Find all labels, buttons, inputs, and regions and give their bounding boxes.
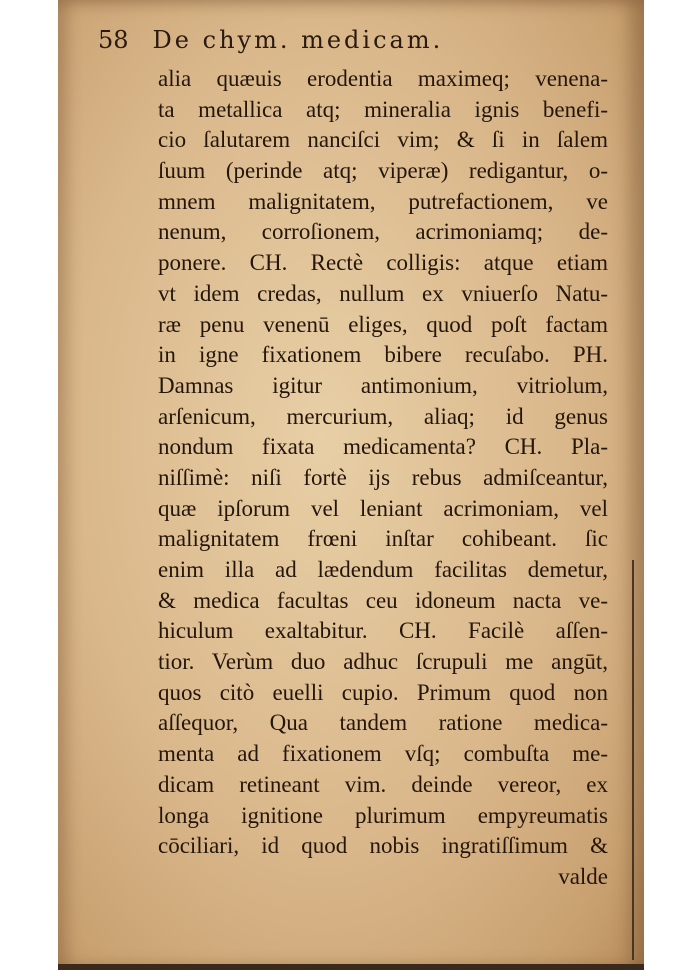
text-line: niſſimè: niſi fortè ijs rebus admiſceantur, xyxy=(158,464,608,490)
body-text xyxy=(158,64,608,893)
text-line: tior. Verùm duo adhuc ſcrupuli me angūt, xyxy=(158,649,608,675)
catchword: valde xyxy=(558,863,608,889)
text-line: cōciliari, id quod nobis ingratiſſimum & xyxy=(158,833,608,859)
text-line: quos citò euelli cupio. Primum quod non xyxy=(158,679,608,705)
text-line: hiculum exaltabitur. CH. Facilè aſſen- xyxy=(158,618,608,644)
text-line: nondum fixata medicamenta? CH. Pla- xyxy=(158,434,608,460)
text-line: Damnas igitur antimonium, vitriolum, xyxy=(158,372,608,398)
text-line: ponere. CH. Rectè colligis: atque etiam xyxy=(158,250,608,276)
text-line: vt idem credas, nullum ex vniuerſo Natu- xyxy=(158,280,608,306)
text-line: longa ignitione plurimum empyreumatis xyxy=(158,802,608,828)
text-line: cio ſalutarem nanciſci vim; & ſi in ſalem xyxy=(158,127,608,153)
page-header xyxy=(98,26,588,60)
text-line: menta ad fixationem vſq; combuſta me- xyxy=(158,741,608,767)
text-line: arſenicum, mercurium, aliaq; id genus xyxy=(158,403,608,429)
running-title: De chym. medicam. xyxy=(152,26,444,54)
text-line: ta metallica atq; mineralia ignis benefi- xyxy=(158,96,608,122)
text-line: nenum, corroſionem, acrimoniamq; de- xyxy=(158,219,608,245)
page-number: 58 xyxy=(98,26,129,54)
text-line: malignitatem frœni inſtar cohibeant. ſic xyxy=(158,526,608,552)
text-line: in igne fixationem bibere recuſabo. PH. xyxy=(158,342,608,368)
text-line: & medica facultas ceu idoneum nacta ve- xyxy=(158,587,608,613)
page-edge-line xyxy=(632,560,634,960)
text-line: ſuum (perinde atq; viperæ) redigantur, o- xyxy=(158,158,608,184)
text-line: ræ penu venenū eliges, quod poſt factam xyxy=(158,311,608,337)
text-line: aſſequor, Qua tandem ratione medica- xyxy=(158,710,608,736)
text-line: dicam retineant vim. deinde vereor, ex xyxy=(158,771,608,797)
text-line: mnem malignitatem, putrefactionem, ve xyxy=(158,188,608,214)
text-line: alia quæuis erodentia maximeq; venena- xyxy=(158,66,608,91)
text-line: quæ ipſorum vel leniant acrimoniam, vel xyxy=(158,495,608,521)
text-line: enim illa ad lædendum facilitas demetur, xyxy=(158,557,608,582)
